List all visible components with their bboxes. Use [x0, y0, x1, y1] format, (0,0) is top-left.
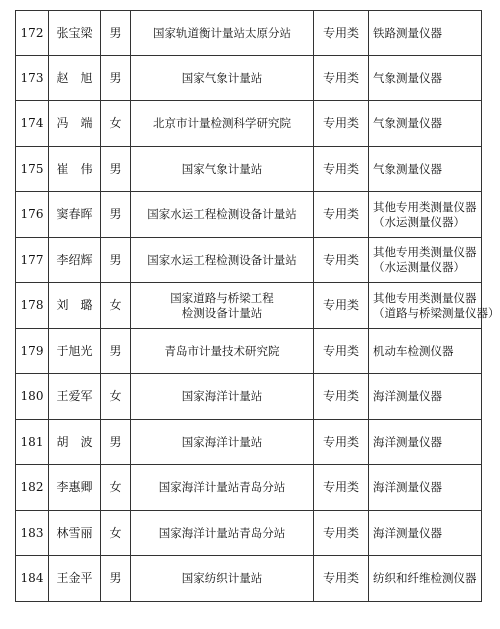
- gender: 男: [101, 147, 131, 192]
- person-name: 崔 伟: [49, 147, 101, 192]
- row-number: 173: [16, 56, 49, 101]
- type: 专用类: [314, 420, 369, 465]
- person-name: 王爱军: [49, 374, 101, 420]
- instrument-category: [369, 101, 482, 147]
- gender: 女: [101, 511, 131, 556]
- instrument-category: [369, 283, 500, 329]
- table-row: [16, 147, 482, 192]
- table-row: [16, 56, 482, 101]
- table-row: [16, 465, 482, 511]
- instrument-category: [369, 56, 482, 101]
- organization-line: 国家轨道衡计量站太原分站: [153, 25, 291, 40]
- row-number: 180: [16, 374, 49, 420]
- organization: [131, 147, 314, 192]
- organization: [131, 238, 314, 283]
- type: 专用类: [314, 465, 369, 511]
- organization: [131, 329, 314, 374]
- instrument-category: [369, 238, 482, 283]
- row-number: 183: [16, 511, 49, 556]
- category-line: （道路与桥梁测量仪器）: [373, 305, 500, 320]
- organization-line: 国家海洋计量站青岛分站: [158, 525, 286, 540]
- person-name: 张宝梁: [49, 11, 101, 56]
- gender: 女: [101, 101, 131, 147]
- instrument-category: [369, 511, 482, 556]
- table-row: [16, 11, 482, 56]
- category-line: 纺织和纤维检测仪器: [373, 571, 477, 585]
- row-number: 172: [16, 11, 49, 56]
- person-name: 李绍辉: [49, 238, 101, 283]
- organization: [131, 420, 314, 465]
- organization: [131, 101, 314, 147]
- gender: 女: [101, 465, 131, 511]
- organization: [131, 11, 314, 56]
- category-line: 海洋测量仪器: [373, 434, 442, 449]
- type: 专用类: [314, 147, 369, 192]
- gender: 男: [101, 556, 131, 602]
- type: 专用类: [314, 192, 369, 238]
- organization: [131, 192, 314, 238]
- type: 专用类: [314, 556, 369, 602]
- table-row: [16, 101, 482, 147]
- person-name: 胡 波: [49, 420, 101, 465]
- category-line: （水运测量仪器）: [373, 214, 465, 229]
- type: 专用类: [314, 56, 369, 101]
- table-row: [16, 556, 482, 602]
- personnel-table: [15, 10, 500, 602]
- category-line: 其他专用类测量仪器: [373, 290, 477, 305]
- table-row: [16, 420, 482, 465]
- row-number: 184: [16, 556, 49, 602]
- person-name: 李惠卿: [49, 465, 101, 511]
- type: 专用类: [314, 374, 369, 420]
- person-name: 赵 旭: [49, 56, 101, 101]
- category-line: 其他专用类测量仪器: [373, 199, 477, 214]
- type: 专用类: [314, 329, 369, 374]
- type: 专用类: [314, 283, 369, 329]
- table-body: [16, 11, 500, 602]
- row-number: 177: [16, 238, 49, 283]
- table-row: [16, 329, 482, 374]
- gender: 男: [101, 192, 131, 238]
- category-line: 海洋测量仪器: [373, 389, 442, 403]
- instrument-category: [369, 11, 482, 56]
- organization: [131, 374, 314, 420]
- instrument-category: [369, 147, 482, 192]
- table-row: [16, 374, 482, 420]
- category-line: 机动车检测仪器: [373, 343, 454, 358]
- row-number: 182: [16, 465, 49, 511]
- type: 专用类: [314, 11, 369, 56]
- instrument-category: [369, 420, 482, 465]
- row-number: 176: [16, 192, 49, 238]
- organization-line: 北京市计量检测科学研究院: [153, 116, 291, 130]
- organization-line: 青岛市计量技术研究院: [164, 343, 280, 358]
- instrument-category: [369, 192, 482, 238]
- gender: 女: [101, 283, 131, 329]
- table-row: [16, 511, 482, 556]
- organization-line: 国家海洋计量站青岛分站: [158, 480, 286, 494]
- gender: 男: [101, 56, 131, 101]
- category-line: 其他专用类测量仪器: [373, 245, 477, 259]
- organization: [131, 56, 314, 101]
- category-line: （水运测量仪器）: [373, 260, 465, 274]
- category-line: 海洋测量仪器: [373, 480, 442, 494]
- instrument-category: [369, 329, 482, 374]
- organization-line: 国家气象计量站: [181, 161, 263, 176]
- organization: [131, 556, 314, 602]
- gender: 男: [101, 420, 131, 465]
- gender: 男: [101, 11, 131, 56]
- organization-line: 国家水运工程检测设备计量站: [147, 207, 297, 221]
- person-name: 窦春晖: [49, 192, 101, 238]
- organization-line: 国家海洋计量站: [181, 434, 263, 449]
- personnel-table-page: [15, 10, 500, 608]
- table-row: [16, 283, 482, 329]
- organization-line: 国家水运工程检测设备计量站: [147, 252, 297, 267]
- type: 专用类: [314, 511, 369, 556]
- organization: [131, 511, 314, 556]
- instrument-category: [369, 465, 482, 511]
- table-row: [16, 192, 482, 238]
- category-line: 铁路测量仪器: [373, 25, 442, 40]
- category-line: 气象测量仪器: [373, 161, 442, 176]
- person-name: 林雪丽: [49, 511, 101, 556]
- organization-line: 国家纺织计量站: [181, 571, 263, 585]
- person-name: 冯 端: [49, 101, 101, 147]
- person-name: 刘 璐: [49, 283, 101, 329]
- person-name: 于旭光: [49, 329, 101, 374]
- gender: 女: [101, 374, 131, 420]
- organization-line: 国家气象计量站: [181, 70, 263, 85]
- category-line: 海洋测量仪器: [373, 525, 442, 540]
- row-number: 175: [16, 147, 49, 192]
- row-number: 181: [16, 420, 49, 465]
- row-number: 179: [16, 329, 49, 374]
- organization-line: 国家海洋计量站: [181, 389, 263, 403]
- category-line: 气象测量仪器: [373, 116, 442, 130]
- person-name: 王金平: [49, 556, 101, 602]
- gender: 男: [101, 238, 131, 283]
- organization-line: 检测设备计量站: [181, 305, 263, 320]
- row-number: 174: [16, 101, 49, 147]
- organization: [131, 465, 314, 511]
- type: 专用类: [314, 101, 369, 147]
- gender: 男: [101, 329, 131, 374]
- type: 专用类: [314, 238, 369, 283]
- instrument-category: [369, 556, 482, 602]
- category-line: 气象测量仪器: [373, 70, 442, 85]
- organization-line: 国家道路与桥梁工程: [170, 290, 274, 305]
- table-row: [16, 238, 482, 283]
- row-number: 178: [16, 283, 49, 329]
- instrument-category: [369, 374, 482, 420]
- organization: [131, 283, 314, 329]
